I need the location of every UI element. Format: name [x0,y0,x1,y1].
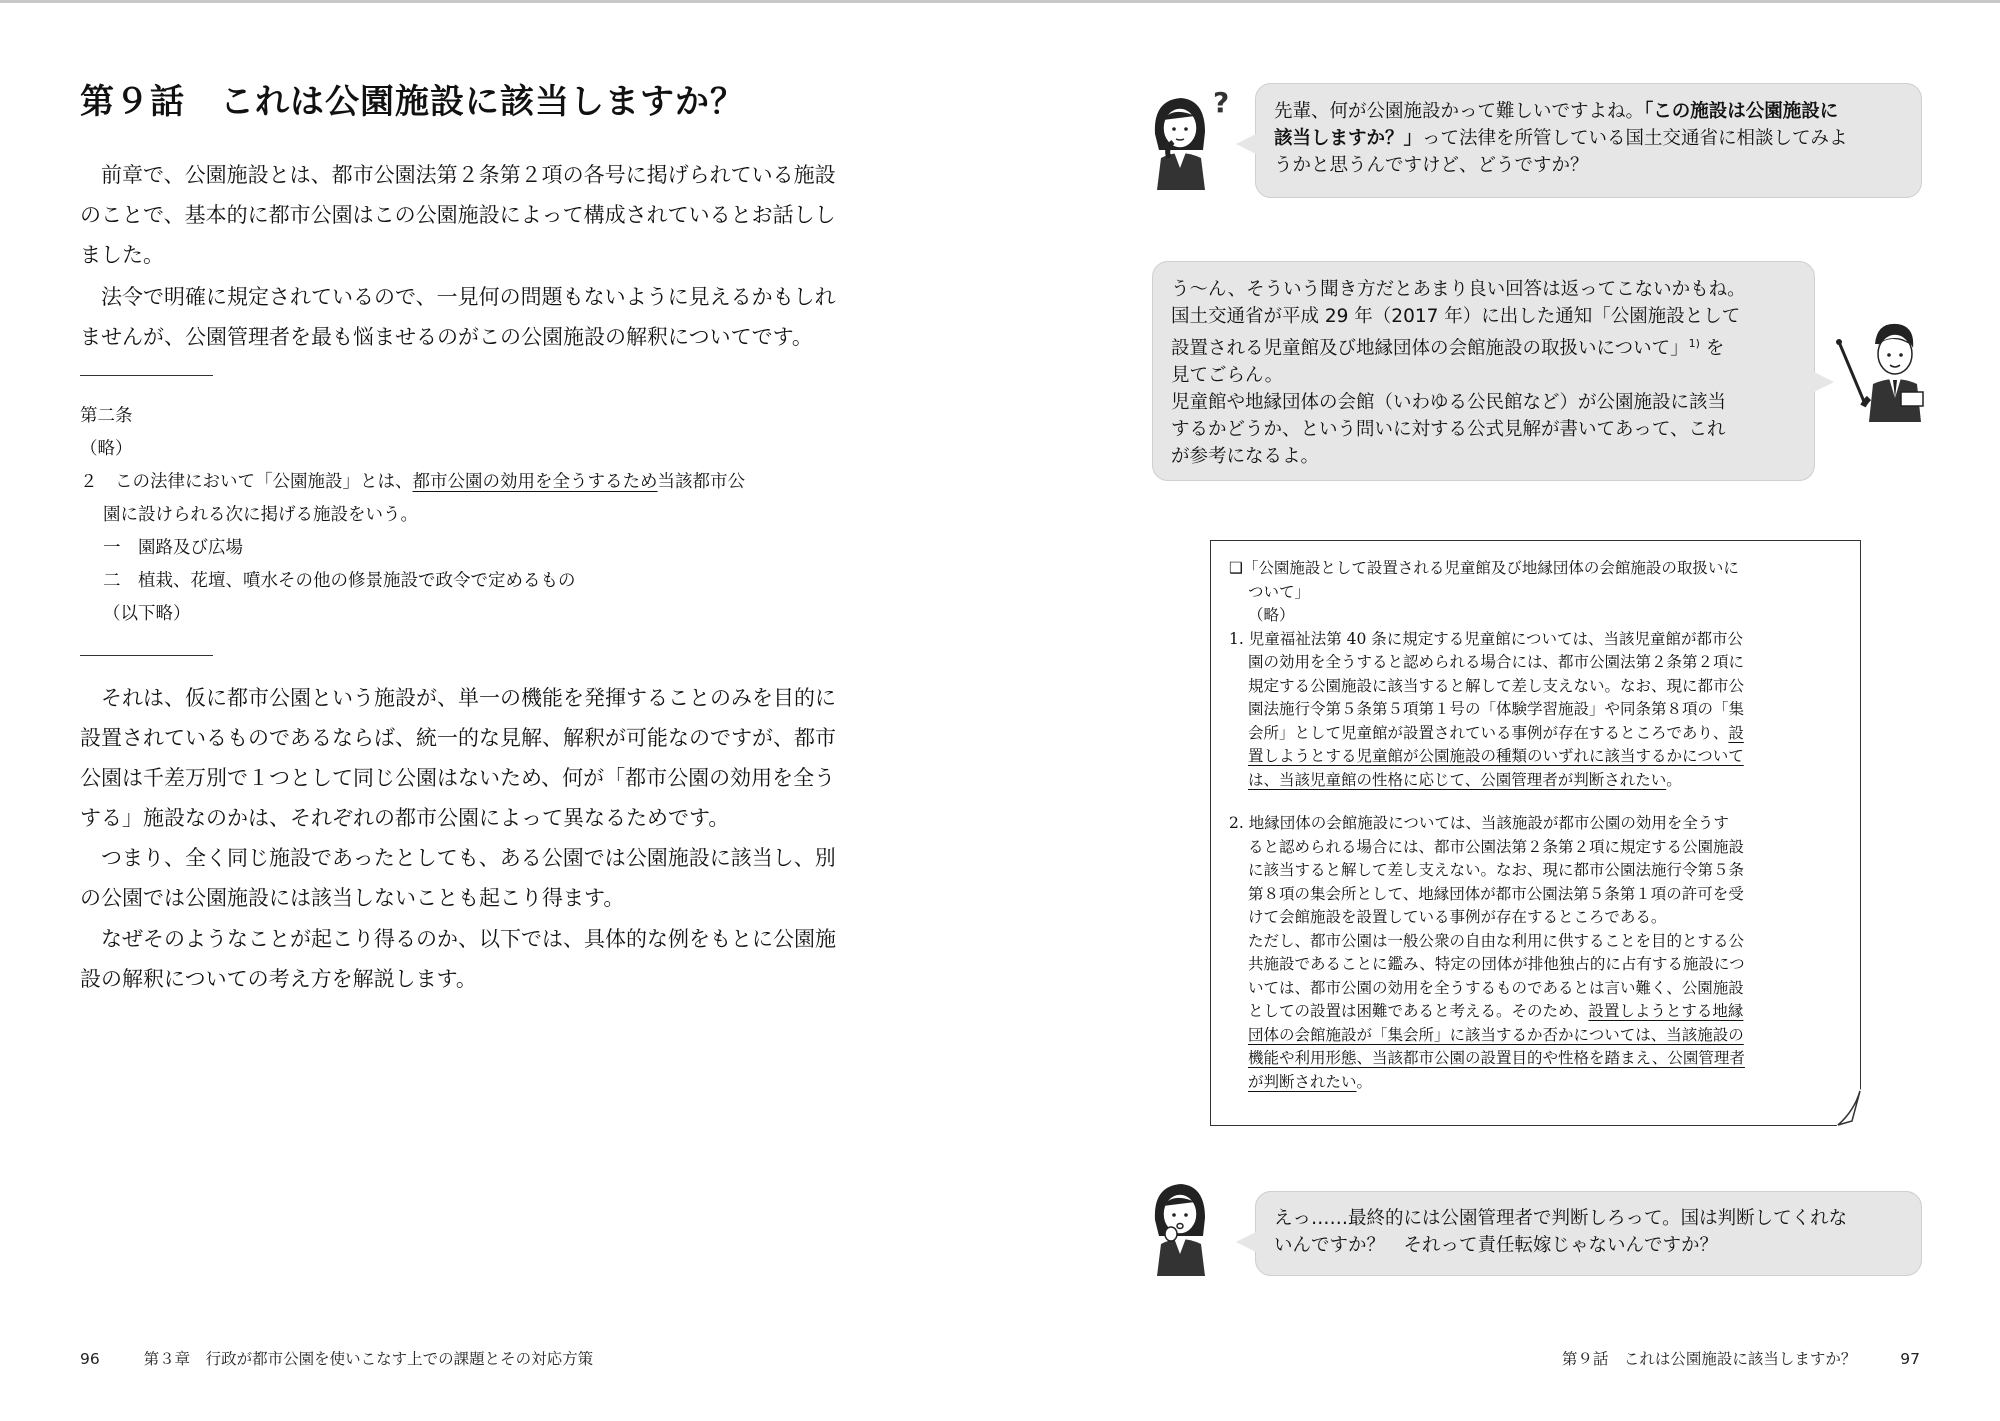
bubble2-line4: 見てごらん。 [1171,365,1284,387]
law-clause-text: ２ この法律において「公園施設」とは、 [80,472,413,492]
law-omitted: （略） [80,439,133,459]
intro-paragraph-2: 法令で明確に規定されているので、一見何の問題もないように見えるかもしれませんが、公園管理者を最も悩ませるのがこの公園施設の解釈についてです。 [80,285,836,349]
bubble2-line5: 児童館や地縁団体の会館（いわゆる公民館など）が公園施設に該当 [1171,392,1727,414]
notice-item1-line4: 園法施行令第５条第５項第１号の「体験学習施設」や同条第８項の「集 [1248,700,1745,718]
page-title: 第９話 これは公園施設に該当しますか？ [80,82,745,122]
bubble2-line6: するかどうか、という問いに対する公式見解が書いてあって、これ [1171,419,1726,441]
notice-item1-line5: 会所」として児童館が設置されている事例が存在するところであり、設 [1248,723,1744,742]
law-article: 第二条 [80,406,133,426]
woman-avatar-icon [1143,1178,1223,1278]
page-number-left: 96 [80,1350,100,1368]
running-chapter-title: 第３章 行政が都市公園を使いこなす上での課題とその対応方策 [143,1350,594,1368]
notice-title-line2: ついて」 [1248,582,1311,601]
footer-right [1562,1347,1920,1369]
law-clause [80,466,860,499]
bubble2-line3: 設置される児童館及び地縁団体の会館施設の取扱いについて」$^{1)}$ を [1171,337,1725,360]
speech-bubble-junior-2 [1255,1191,1922,1276]
body-paragraph-2: つまり、全く同じ施設であったとしても、ある公園では公園施設に該当し、別の公園では公園施設には該当しないことも起こり得ます。 [80,846,836,910]
bubble2-line1: う〜ん、そういう聞き方だとあまり良い回答は返ってこないかもね。 [1171,279,1746,300]
law-omitted-after: （以下略） [103,604,191,624]
bubble3-line1: えっ……最終的には公園管理者で判断しろって。国は判断してくれな [1274,1208,1848,1229]
notice-item2-line11: 機能や利用形態、当該都市公園の設置目的や性格を踏まえ、公園管理者 [1248,1049,1745,1067]
woman-avatar-icon [1143,92,1223,192]
bubble1-line3: うかと思うんですけど、どうですか？ [1274,155,1589,176]
notice-item2-line10: 団体の会館施設が「集会所」に該当するか否かについては、当該施設の [1248,1025,1744,1044]
notice-item2-underline-start: 設置しようとする地縁 [1588,1002,1744,1020]
top-border [0,0,2000,3]
bubble-tail [1814,372,1834,392]
notice-item1-line7: は、当該児童館の性格に応じて、公園管理者が判断されたい。 [1248,770,1682,789]
junior-character-question [1143,86,1230,196]
notice-item2-line3: に該当すると解して差し支えない。なお、現に都市公園法施行令第５条 [1248,861,1745,879]
notice-item2-line5: けて会館施設を設置している事例が存在するところである。 [1248,908,1667,926]
bubble2-line7: が参考になるよ。 [1171,446,1320,468]
bubble1-bold-1: 「この施設は公園施設に [1644,101,1839,122]
law-item-1: 一 園路及び広場 [103,538,243,558]
bubble1-line2: 該当しますか？」って法律を所管している国土交通省に相談してみよ [1274,128,1848,149]
senior-character-pointer [1835,318,1930,427]
notice-item1-line6: 置しようとする児童館が公園施設の種類のいずれに該当するかについて [1248,747,1744,765]
body-paragraph-3: なぜそのようなことが起こり得るのか、以下では、具体的な例をもとに公園施設の解釈についての考え方を解説します。 [80,927,836,991]
bubble1-bold-2: 該当しますか？」 [1274,128,1423,149]
notice-item1-line3: 規定する公園施設に該当すると解して差し支えない。なお、現に都市公 [1248,676,1745,695]
intro-paragraph-1: 前章で、公園施設とは、都市公園法第２条第２項の各号に掲げられている施設のことで、基本的に都市公園はこの公園施設によって構成されているとお話ししました。 [80,163,836,267]
notice-item2-line9: としての設置は困難であると考える。そのため、設置しようとする地縁 [1248,1002,1744,1020]
notice-item2-line2: ると認められる場合には、都市公園法第２条第２項に規定する公園施設 [1248,837,1745,856]
bubble1-line1: 先輩、何が公園施設かって難しいですよね。「この施設は公園施設に [1274,101,1839,122]
notice-document-box [1210,540,1861,1126]
law-clause-underlined: 都市公園の効用を全うするため [412,472,658,492]
bubble-tail [1236,134,1256,154]
notice-item2-line4: 第８項の集会所として、地縁団体が都市公園法第５条第１項の許可を受 [1248,884,1744,903]
notice-item2-line6: ただし、都市公園は一般公衆の自由な利用に供することを目的とする公 [1248,931,1745,950]
notice-item2-line1: 2. 地縁団体の会館施設については、当該施設が都市公園の効用を全うす [1229,814,1729,832]
law-clause-text-end: 当該都市公 [657,472,745,492]
notice-item2-line7: 共施設であることに鑑み、特定の団体が排他独占的に占有する施設につ [1248,955,1745,973]
running-episode-title: 第９話 これは公園施設に該当しますか？ [1561,1350,1857,1368]
law-excerpt-top-rule [80,375,213,376]
notice-item2-line12: が判断されたい。 [1248,1072,1373,1091]
question-mark: ? [1213,86,1230,119]
notice-item1-line1: 1. 児童福祉法第 40 条に規定する児童館については、当該児童館が都市公 [1229,629,1743,648]
notice-title-line1: ❑「公園施設として設置される児童館及び地縁団体の会館施設の取扱いに [1229,559,1739,577]
junior-character-worried [1143,1178,1223,1282]
law-excerpt [80,400,860,631]
footnote-marker: 1) [1688,337,1700,350]
notice-item2-line8: いては、都市公園の効用を全うするものであるとは言い難く、公園施設 [1248,978,1744,997]
notice-omitted: （略） [1248,606,1295,624]
man-avatar-icon [1835,318,1930,423]
bubble2-line2: 国土交通省が平成 29 年（2017 年）に出した通知「公園施設として [1171,306,1741,327]
bubble-tail [1236,1232,1256,1252]
law-item-2: 二 植栽、花壇、噴水その他の修景施設で政令で定めるもの [103,571,576,591]
page-curl-icon [1836,1087,1862,1127]
speech-bubble-senior [1152,261,1815,481]
speech-bubble-junior-1 [1255,83,1922,198]
notice-item1-underline-start: 設 [1728,723,1744,742]
body-paragraph-1: それは、仮に都市公園という施設が、単一の機能を発揮することのみを目的に設置されているものであるならば、統一的な見解、解釈が可能なのですが、都市公園は千差万別で１つとして同じ公園はないため、何が「都市公園の効用を全うする」施設なのかは、それぞれの都市公園によって異なるためです。 [80,686,836,830]
bubble3-line2: いんですか？ それって責任転嫁じゃないんですか？ [1274,1235,1719,1256]
notice-item1-line2: 園の効用を全うすると認められる場合には、都市公園法第２条第２項に [1248,653,1745,671]
law-clause-line2: 園に設けられる次に掲げる施設をいう。 [103,505,418,525]
law-excerpt-bottom-rule [80,655,213,656]
footer-left [80,1347,593,1369]
notice-gap [1229,792,1842,812]
page-number-right: 97 [1900,1350,1920,1368]
